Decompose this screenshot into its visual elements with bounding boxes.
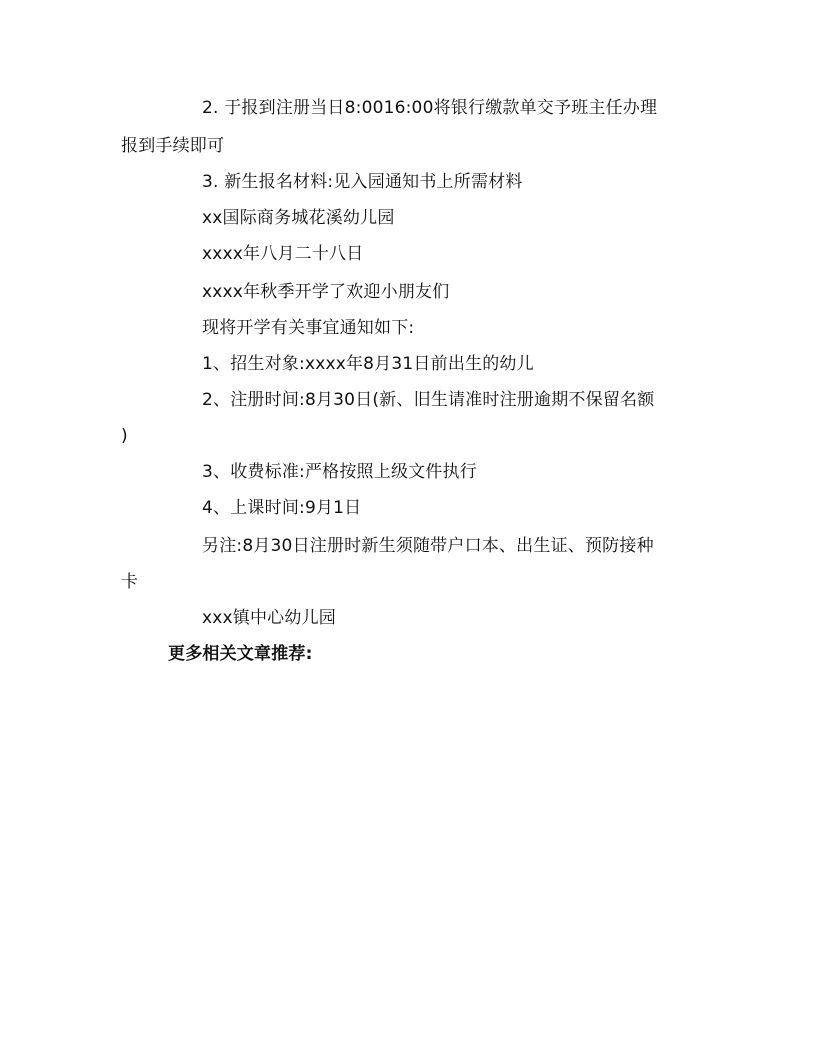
paragraph-line: ) bbox=[121, 426, 128, 446]
paragraph-line: 2、注册时间:8月30日(新、旧生请准时注册逾期不保留名额 bbox=[202, 390, 655, 410]
more-articles-heading: 更多相关文章推荐: bbox=[168, 644, 313, 664]
paragraph-line: 3、收费标准:严格按照上级文件执行 bbox=[202, 462, 477, 482]
paragraph-line: 4、上课时间:9月1日 bbox=[202, 498, 362, 518]
paragraph-line: 3. 新生报名材料:见入园通知书上所需材料 bbox=[202, 172, 523, 192]
paragraph-line: 现将开学有关事宜通知如下: bbox=[202, 318, 415, 338]
paragraph-line: xxxx年八月二十八日 bbox=[202, 244, 364, 264]
paragraph-line: 另注:8月30日注册时新生须随带户口本、出生证、预防接种 bbox=[202, 536, 654, 556]
paragraph-line: 报到手续即可 bbox=[121, 136, 225, 156]
paragraph-line: 2. 于报到注册当日8:0016:00将银行缴款单交予班主任办理 bbox=[202, 98, 658, 118]
paragraph-line: xx国际商务城花溪幼儿园 bbox=[202, 208, 395, 228]
paragraph-line: 卡 bbox=[121, 572, 139, 592]
paragraph-line: 1、招生对象:xxxx年8月31日前出生的幼儿 bbox=[202, 354, 534, 374]
paragraph-line: xxxx年秋季开学了欢迎小朋友们 bbox=[202, 282, 450, 302]
signature-line: xxx镇中心幼儿园 bbox=[202, 608, 336, 628]
